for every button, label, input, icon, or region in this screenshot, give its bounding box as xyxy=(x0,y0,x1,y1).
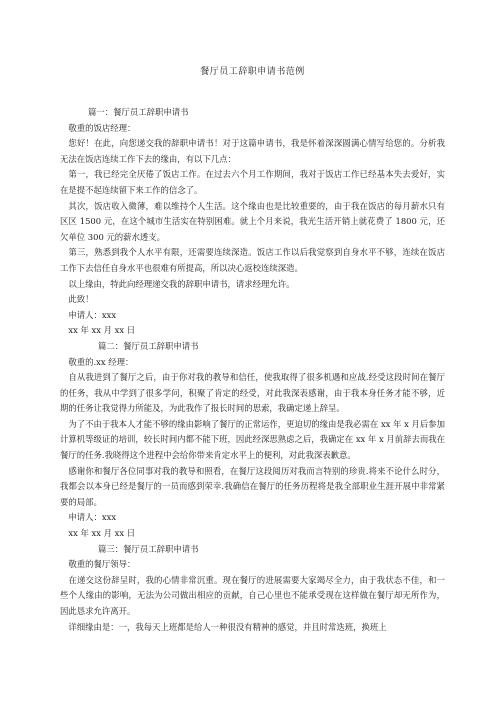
paragraph: 为了不由于我本人才能不够的缘由影响了餐厅的正常运作，更迫切的缘由是我必需在 xx 年 x 月后参加计算机等级证的培训，较长时间内都不能下班，因此经深思熟虑之后，我确定在 xx 年 x 月前辞去而我在餐厅的任务.我晓得这个进程中会给你带来肯定水平上的便利，对此我深表歉意。 xyxy=(60,418,445,461)
paragraph: 以上缘由，特此向经理递交我的辞职申请书，请求经理允许。 xyxy=(68,278,295,289)
paragraph: 您好！在此，向您递交我的辞职申请书！对于这篇申请书，我是怀着深深圆满心情写给您的。分析我无法在饭店连续工作下去的缘由，有以下几点： xyxy=(60,138,445,164)
paragraph: 自从我进到了餐厅之后，由于你对我的教导和信任，使我取得了很多机遇和应战.经受这段时间在餐厅的任务，我从中学到了很多学问，积聚了肯定的经受，对此我深表感谢，由于我本身任务才能不够，近期的任务让我觉得力所能及，为此我作了报长时间的思索，我确定递上辞呈。 xyxy=(60,372,445,414)
paragraph: 在递交这份辞呈时，我的心情非常沉重。现在餐厅的进展需要大家竭尽全力，由于我状态不佳，和一些个人缘由的影响，无法为公司做出相应的贡献，自己心里也不能承受现在这样做在餐厅却无所作为，因此恳求允许离开。 xyxy=(60,574,445,616)
salutation-2: 敬重的.xx 经理： xyxy=(68,356,134,367)
paragraph: 其次，饭店收入微薄，难以维持个人生活。这个缘由也是比较重要的，由于我在饭店的每月薪水只有区区 1500 元，在这个城市生活实在特别困难。就上个月来说，我光生活开销上就花费了 1800 元，还欠单位 300 元的薪水透支。 xyxy=(60,200,445,242)
paragraph: 第三，熟悉到我个人水平有限，还需要连续深造。饭店工作以后我觉察到自身水平不够，连续在饭店工作下去信任自身水平也很难有所提高，所以决心返校连续深造。 xyxy=(60,247,445,273)
applicant-line: 申请人：xxx xyxy=(68,309,117,320)
salutation-3: 敬重的餐厅领导： xyxy=(68,559,136,570)
date-line: xx 年 xx 月 xx 日 xyxy=(68,325,136,336)
paragraph: 第一，我已经完全厌倦了饭店工作。在过去六个月工作期间，我对于饭店工作已经基本失去爱好，实在是提不起连续留下来工作的信念了。 xyxy=(60,169,445,195)
date-line: xx 年 xx 月 xx 日 xyxy=(68,528,136,539)
paragraph: 感谢你和餐厅各位同事对我的教导和照看，在餐厅这段阅历对我而言特别的珍贵.将来不论什么时分，我都会以本身已经是餐厅的一员而感到荣幸.我确信在餐厅的任务历程将是我全部职业生涯开展中非常紧要的局部。 xyxy=(60,465,445,507)
salutation-1: 敬重的饭店经理： xyxy=(68,122,136,133)
applicant-line: 申请人：xxx xyxy=(68,512,117,523)
section-heading-3: 篇三：餐厅员工辞职申请书 xyxy=(98,543,199,554)
section-heading-2: 篇二：餐厅员工辞职申请书 xyxy=(98,340,199,351)
document-title: 餐厅员工辞职申请书范例 xyxy=(200,67,305,77)
closing: 此致！ xyxy=(68,294,94,305)
section-heading-1: 篇一：餐厅员工辞职申请书 xyxy=(88,107,189,117)
paragraph: 详细缘由是：一，我每天上班都是给人一种很没有精神的感觉，并且时常迭班，换班上 xyxy=(68,621,387,632)
